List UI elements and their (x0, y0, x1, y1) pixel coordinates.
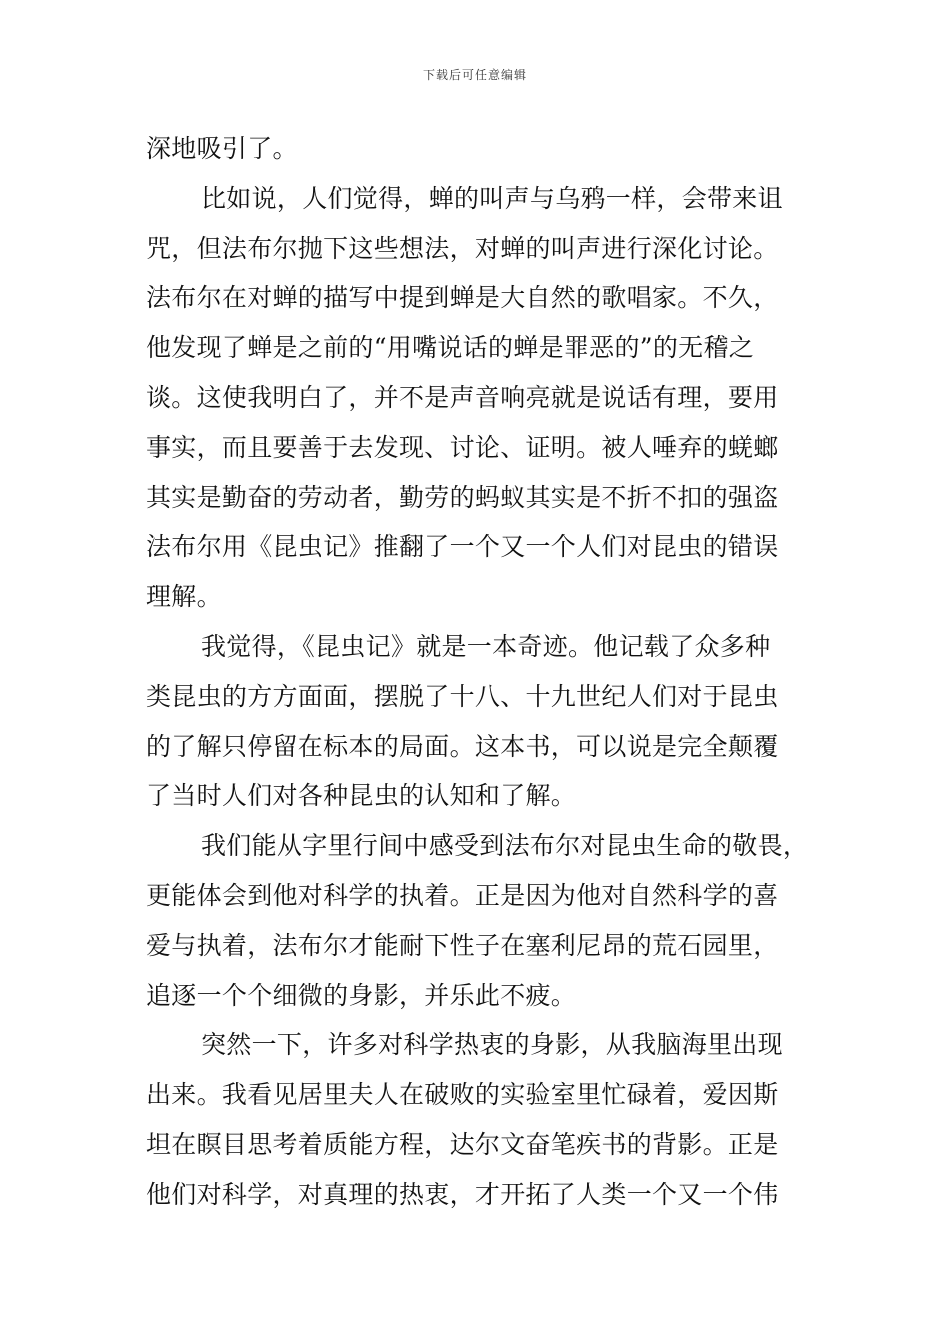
body-text (146, 124, 814, 1220)
text-line: 法布尔用《昆虫记》推翻了一个又一个人们对昆虫的错误 (146, 532, 779, 562)
text-line: 比如说，人们觉得，蝉的叫声与乌鸦一样，会带来诅 (201, 183, 783, 213)
text-line: 坦在瞑目思考着质能方程，达尔文奋笔疾书的背影。正是 (146, 1129, 779, 1159)
text-line: 深地吸引了。 (146, 134, 298, 163)
text-line: 类昆虫的方方面面，摆脱了十八、十九世纪人们对于昆虫 (146, 681, 779, 711)
text-line: 他们对科学，对真理的热衷，才开拓了人类一个又一个伟 (146, 1179, 779, 1209)
page-header: 下载后可任意编辑 (422, 68, 527, 82)
text-line: 的了解只停留在标本的局面。这本书，可以说是完全颠覆 (146, 731, 779, 761)
text-line: 追逐一个个细微的身影，并乐此不疲。 (146, 980, 577, 1010)
text-line: 突然一下，许多对科学热衷的身影，从我脑海里出现 (201, 1030, 783, 1060)
text-line: 法布尔在对蝉的描写中提到蝉是大自然的歌唱家。不久， (146, 283, 779, 313)
text-line: 咒，但法布尔抛下这些想法，对蝉的叫声进行深化讨论。 (146, 233, 779, 263)
text-line: 我觉得，《昆虫记》就是一本奇迹。他记载了众多种 (201, 631, 771, 661)
text-line: 出来。我看见居里夫人在破败的实验室里忙碌着，爱因斯 (146, 1080, 779, 1110)
text-line: 他发现了蝉是之前的“用嘴说话的蝉是罪恶的”的无稽之 (146, 333, 755, 363)
text-line: 其实是勤奋的劳动者，勤劳的蚂蚁其实是不折不扣的强盗 (146, 482, 779, 512)
text-line: 事实，而且要善于去发现、讨论、证明。被人唾弃的蜣螂 (146, 432, 779, 462)
text-line: 爱与执着，法布尔才能耐下性子在塞利尼昂的荒石园里， (146, 930, 779, 960)
text-line: 理解。 (146, 582, 222, 612)
text-line: 了当时人们对各种昆虫的认知和了解。 (146, 781, 577, 811)
text-line: 谈。这使我明白了，并不是声音响亮就是说话有理，要用 (146, 382, 779, 412)
text-line: 我们能从字里行间中感受到法布尔对昆虫生命的敬畏， (201, 831, 809, 861)
text-line: 更能体会到他对科学的执着。正是因为他对自然科学的喜 (146, 880, 779, 910)
